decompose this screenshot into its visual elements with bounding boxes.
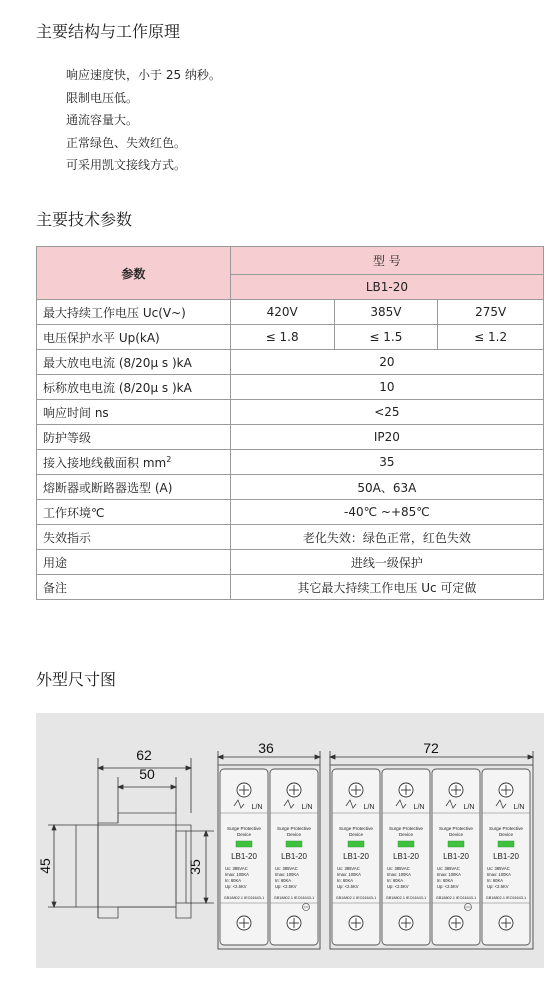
spec-line: Imax: 100KA bbox=[487, 872, 511, 877]
spec-line: Up: <2.5KV bbox=[337, 884, 359, 889]
row-label: 备注 bbox=[37, 575, 231, 600]
dim-label-72: 72 bbox=[423, 740, 439, 756]
spec-line: Up: <2.5KV bbox=[387, 884, 409, 889]
status-window bbox=[448, 841, 464, 847]
standard-text: GB18802.1 IEC61643-1 bbox=[223, 896, 265, 900]
table-row bbox=[37, 500, 544, 525]
spec-line: Imax: 100KA bbox=[337, 872, 361, 877]
row-label: 用途 bbox=[37, 550, 231, 575]
status-window bbox=[398, 841, 414, 847]
brand-text: Surge Protective bbox=[339, 826, 373, 831]
terminal-label: L/N bbox=[413, 804, 425, 811]
spec-line: Up: <2.5KV bbox=[487, 884, 509, 889]
superscript: 2 bbox=[166, 454, 172, 464]
spd-module bbox=[432, 769, 480, 945]
model-name-header: LB1-20 bbox=[230, 275, 543, 300]
brand-text: Device bbox=[348, 832, 364, 837]
spec-line: In: 60KA bbox=[487, 878, 504, 883]
spec-line: In: 60KA bbox=[225, 878, 242, 883]
terminal-label: L/N bbox=[301, 804, 313, 811]
dim-label-45: 45 bbox=[37, 858, 53, 874]
feature-item: 通流容量大。 bbox=[66, 113, 139, 127]
feature-item: 限制电压低。 bbox=[66, 90, 139, 105]
row-label: 最大持续工作电压 Uc(V~) bbox=[37, 300, 231, 325]
model-label: LB1-20 bbox=[281, 852, 307, 861]
model-label: LB1-20 bbox=[443, 852, 469, 861]
table-row bbox=[37, 325, 544, 350]
cell-value: ≤ 1.8 bbox=[230, 325, 334, 350]
status-window bbox=[498, 841, 514, 847]
brand-text: Surge Protective bbox=[277, 826, 311, 831]
table-row bbox=[37, 550, 544, 575]
dimension-drawing bbox=[36, 713, 544, 968]
spec-line: In: 60KA bbox=[337, 878, 354, 883]
feature-item: 响应速度快，小于 25 纳秒。 bbox=[66, 68, 221, 82]
section-title-structure: 主要结构与工作原理 bbox=[36, 22, 181, 41]
cell-value: ≤ 1.2 bbox=[438, 325, 544, 350]
model-label: LB1-20 bbox=[231, 852, 257, 861]
spec-header-row bbox=[37, 247, 544, 275]
spec-line: Uc: 385VAC bbox=[487, 866, 510, 871]
brand-text: Device bbox=[398, 832, 414, 837]
spec-line: In: 60KA bbox=[275, 878, 292, 883]
dimension-drawing-svg bbox=[36, 713, 544, 968]
spec-line: Imax: 100KA bbox=[275, 872, 299, 877]
model-label: LB1-20 bbox=[493, 852, 519, 861]
feature-item: 可采用凯文接线方式。 bbox=[66, 158, 187, 172]
cell-value: ≤ 1.5 bbox=[334, 325, 438, 350]
table-row bbox=[37, 575, 544, 600]
table-row bbox=[37, 375, 544, 400]
status-window bbox=[348, 841, 364, 847]
row-label: 失效指示 bbox=[37, 525, 231, 550]
table-row bbox=[37, 400, 544, 425]
table-row bbox=[37, 300, 544, 325]
brand-text: Surge Protective bbox=[489, 826, 523, 831]
dim-label-36: 36 bbox=[258, 740, 274, 756]
model-label: LB1-20 bbox=[343, 852, 369, 861]
brand-text: Surge Protective bbox=[439, 826, 473, 831]
cell-value: 385V bbox=[334, 300, 438, 325]
row-label-text: 接入接地线截面积 mm bbox=[43, 455, 167, 470]
row-label: 响应时间 ns bbox=[37, 400, 231, 425]
param-header: 参数 bbox=[37, 247, 231, 300]
row-label: 防护等级 bbox=[37, 425, 231, 450]
status-window bbox=[286, 841, 302, 847]
spd-module bbox=[220, 769, 268, 945]
cell-value: 20 bbox=[230, 350, 543, 375]
model-label-header: 型 号 bbox=[230, 247, 543, 275]
spec-line: Imax: 100KA bbox=[387, 872, 411, 877]
spec-line: Up: <2.5KV bbox=[437, 884, 459, 889]
terminal-label: L/N bbox=[513, 804, 525, 811]
cell-value: 其它最大持续工作电压 Uc 可定做 bbox=[230, 575, 543, 600]
feature-list bbox=[66, 64, 221, 177]
cell-value: 进线一级保护 bbox=[230, 550, 543, 575]
spd-module bbox=[270, 769, 318, 945]
cell-value: 老化失效：绿色正常，红色失效 bbox=[230, 525, 543, 550]
feature-item: 正常绿色、失效红色。 bbox=[66, 135, 187, 150]
spec-line: Up: <2.5KV bbox=[275, 884, 297, 889]
brand-text: Surge Protective bbox=[389, 826, 423, 831]
table-row bbox=[37, 525, 544, 550]
standard-text: GB18802.1 IEC61643-1 bbox=[335, 896, 377, 900]
dim-label-62: 62 bbox=[136, 747, 152, 763]
side-view bbox=[48, 758, 214, 918]
status-window bbox=[236, 841, 252, 847]
spec-line: Imax: 100KA bbox=[437, 872, 461, 877]
cell-value: 35 bbox=[230, 450, 543, 475]
terminal-label: L/N bbox=[463, 804, 475, 811]
spec-line: Up: <2.5KV bbox=[225, 884, 247, 889]
spec-line: Uc: 385VAC bbox=[387, 866, 410, 871]
brand-text: Device bbox=[498, 832, 514, 837]
table-row bbox=[37, 475, 544, 500]
standard-text: GB18802.1 IEC61643-1 bbox=[385, 896, 427, 900]
spec-table bbox=[36, 246, 544, 600]
spec-line: Imax: 100KA bbox=[225, 872, 249, 877]
row-label: 工作环境℃ bbox=[37, 500, 231, 525]
brand-text: Device bbox=[448, 832, 464, 837]
cell-value: 10 bbox=[230, 375, 543, 400]
terminal-label: L/N bbox=[363, 804, 375, 811]
spec-line: In: 60KA bbox=[437, 878, 454, 883]
cell-value: <25 bbox=[230, 400, 543, 425]
terminal-label: L/N bbox=[251, 804, 263, 811]
brand-text: Surge Protective bbox=[227, 826, 261, 831]
cell-value: 50A、63A bbox=[230, 475, 543, 500]
standard-text: GB18802.1 IEC61643-1 bbox=[435, 896, 477, 900]
row-label: 电压保护水平 Up(kA) bbox=[37, 325, 231, 350]
row-label: 最大放电电流 (8/20μ s )kA bbox=[37, 350, 231, 375]
spec-line: Uc: 385VAC bbox=[337, 866, 360, 871]
section-title-specs: 主要技术参数 bbox=[36, 210, 133, 229]
cell-value: 420V bbox=[230, 300, 334, 325]
spec-line: Uc: 385VAC bbox=[275, 866, 298, 871]
brand-text: Device bbox=[286, 832, 302, 837]
cell-value: -40℃ ~+85℃ bbox=[230, 500, 543, 525]
spec-line: Uc: 385VAC bbox=[225, 866, 248, 871]
spd-module bbox=[482, 769, 530, 945]
dim-label-35: 35 bbox=[187, 859, 203, 875]
spd-module bbox=[382, 769, 430, 945]
spec-line: Uc: 385VAC bbox=[437, 866, 460, 871]
model-label: LB1-20 bbox=[393, 852, 419, 861]
table-row bbox=[37, 425, 544, 450]
spd-module bbox=[332, 769, 380, 945]
dim-label-50: 50 bbox=[139, 766, 155, 782]
cell-value: 275V bbox=[438, 300, 544, 325]
row-label bbox=[37, 450, 231, 475]
spec-line: In: 60KA bbox=[387, 878, 404, 883]
table-row bbox=[37, 350, 544, 375]
standard-text: GB18802.1 IEC61643-1 bbox=[273, 896, 315, 900]
section-title-dimensions: 外型尺寸图 bbox=[36, 670, 117, 689]
row-label: 标称放电电流 (8/20μ s )kA bbox=[37, 375, 231, 400]
cell-value: IP20 bbox=[230, 425, 543, 450]
module-container bbox=[220, 769, 530, 945]
table-row bbox=[37, 450, 544, 475]
brand-text: Device bbox=[236, 832, 252, 837]
standard-text: GB18802.1 IEC61643-1 bbox=[485, 896, 527, 900]
row-label: 熔断器或断路器选型 (A) bbox=[37, 475, 231, 500]
